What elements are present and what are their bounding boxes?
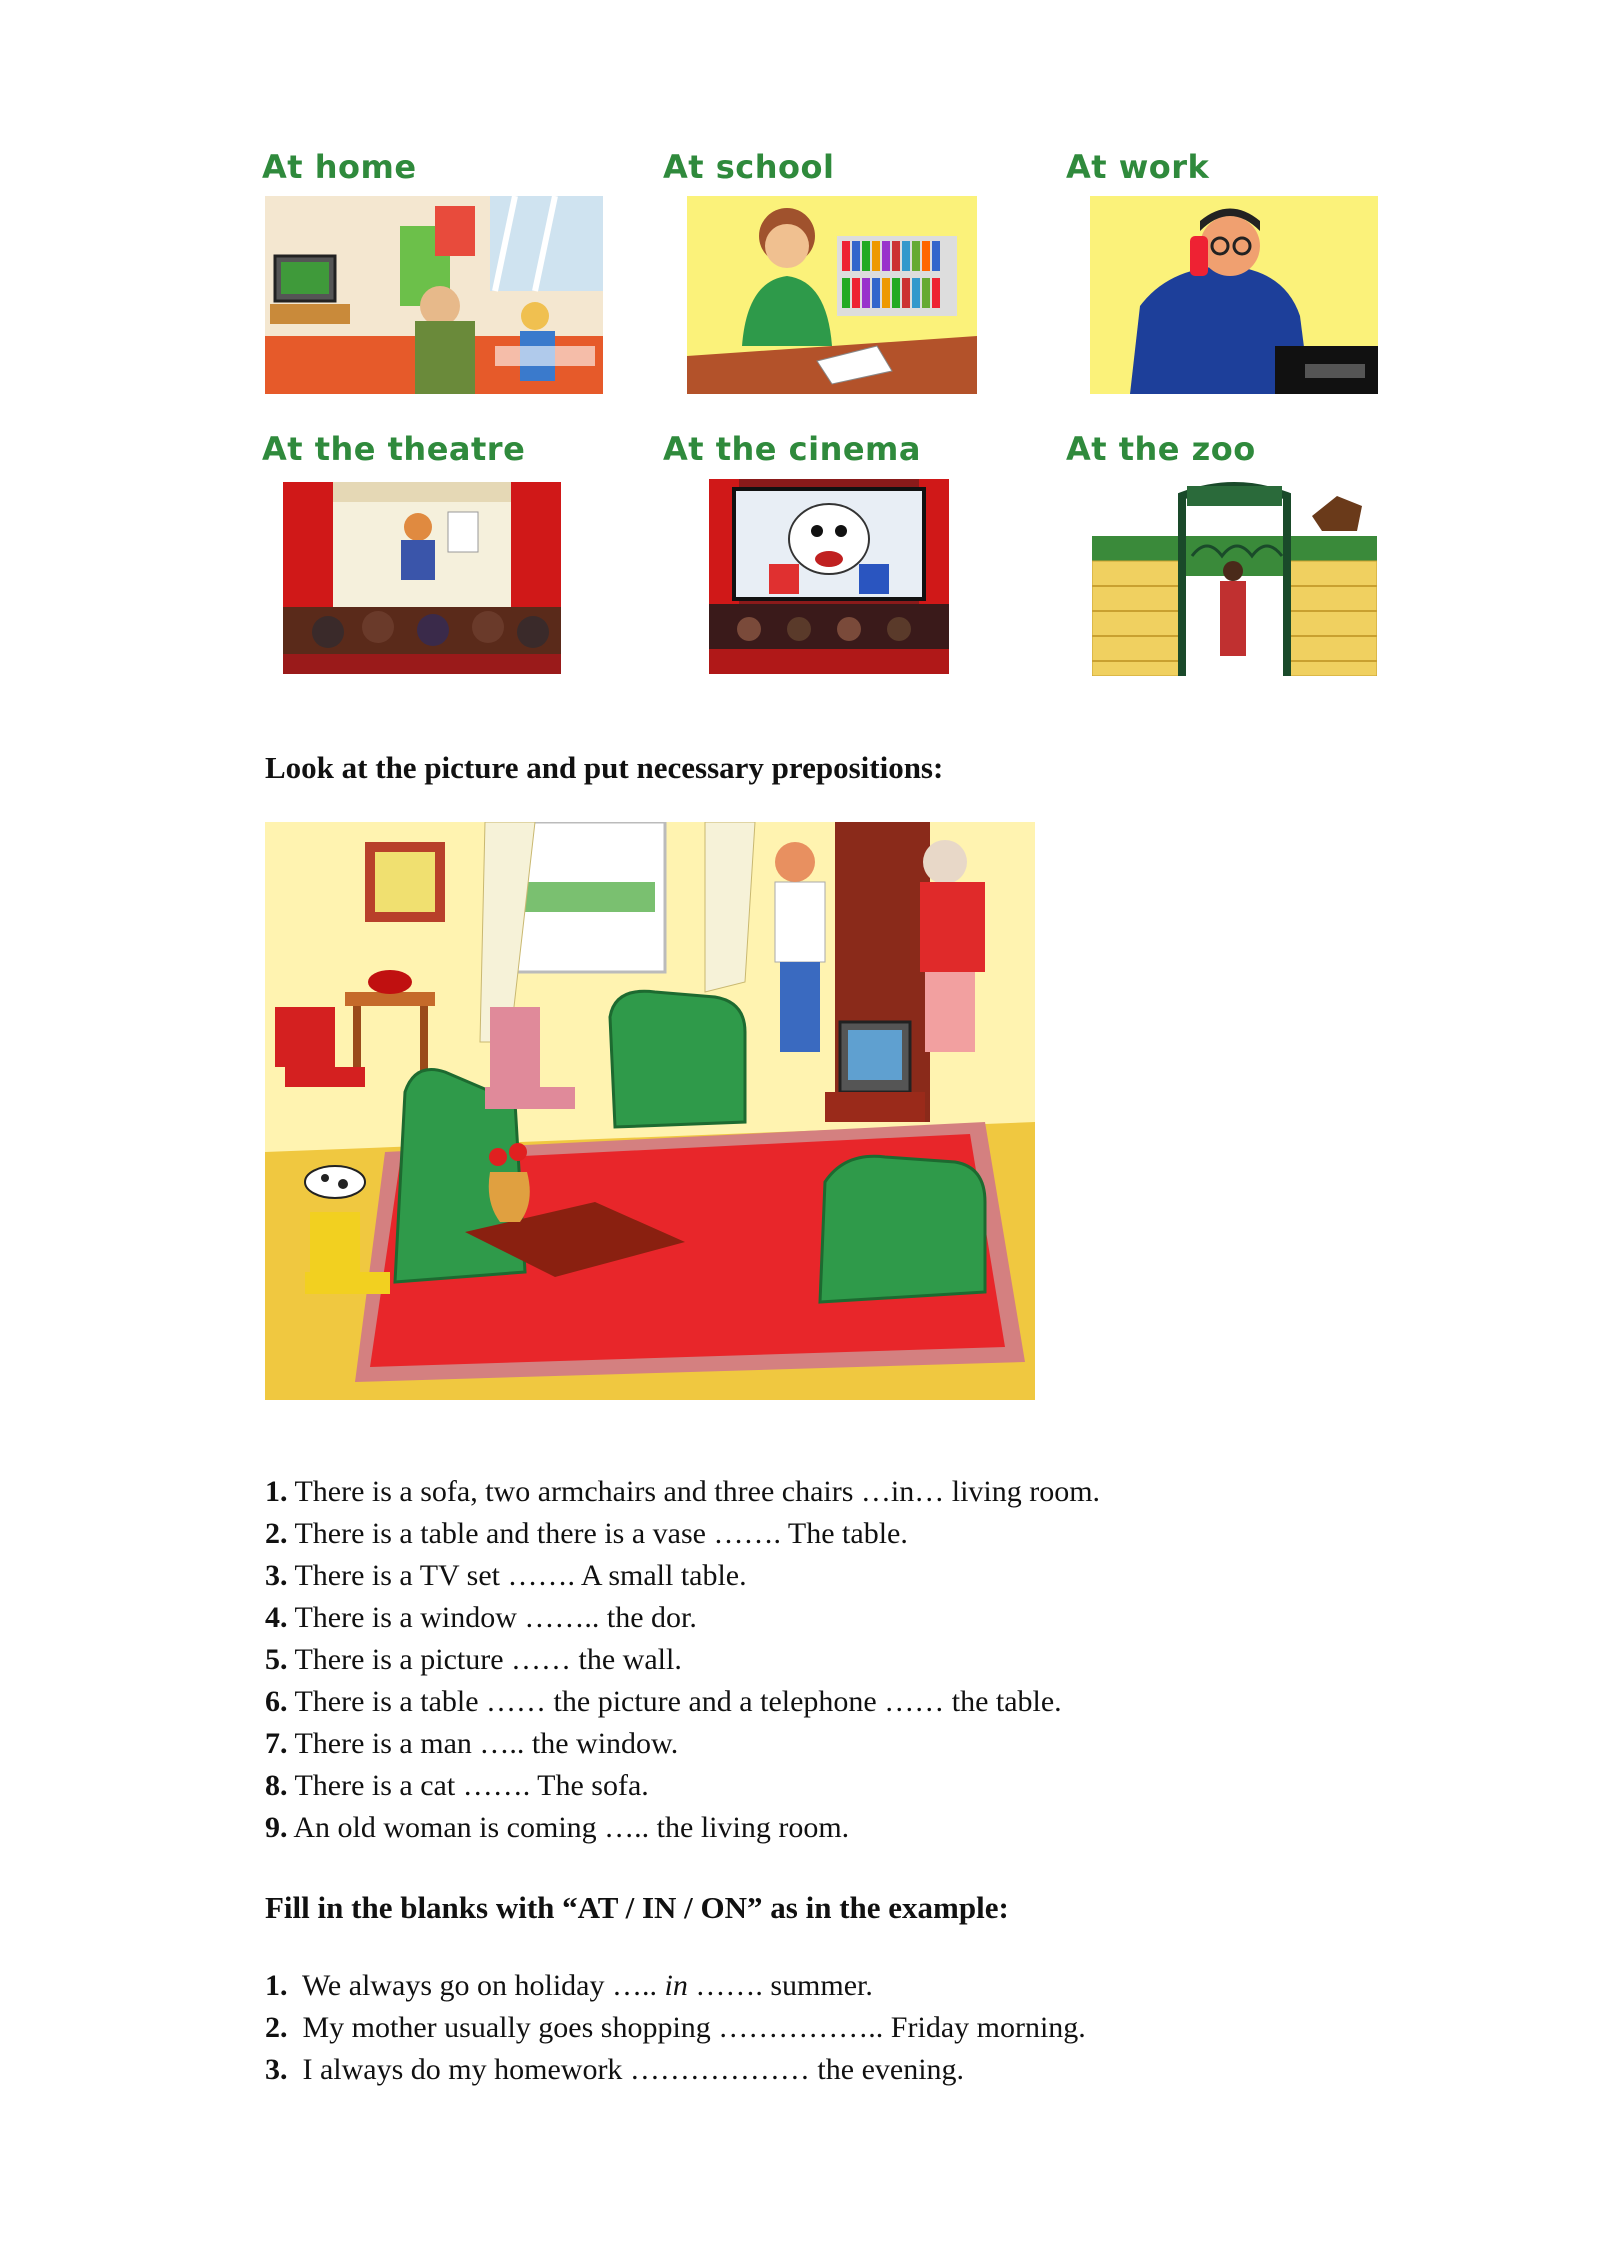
list-item [265, 1597, 1100, 1639]
caption-at-the-theatre: At the theatre [262, 430, 526, 468]
item-number: 8. [265, 1769, 288, 1802]
caption-at-home: At home [262, 148, 417, 186]
list-item [265, 1965, 1086, 2007]
list-item [265, 2049, 1086, 2091]
caption-at-the-cinema: At the cinema [663, 430, 921, 468]
list-item [265, 1555, 1100, 1597]
school-scene-icon [687, 196, 977, 394]
list-item [265, 1639, 1100, 1681]
item-text: There is a table and there is a vase ……. The table. [294, 1517, 908, 1550]
item-text: There is a picture …… the wall. [294, 1643, 682, 1676]
zoo-scene-icon [1092, 476, 1377, 676]
item-number: 5. [265, 1643, 288, 1676]
item-number: 2. [265, 2011, 288, 2044]
item-text-before: My mother usually goes shopping …………….. Friday morning. [302, 2011, 1086, 2044]
item-text-before: I always do my homework ……………… the evening. [302, 2053, 965, 2086]
item-text: There is a cat ……. The sofa. [294, 1769, 649, 1802]
living-room-picture [265, 822, 1035, 1400]
list-item [265, 1513, 1100, 1555]
list-item [265, 2007, 1086, 2049]
item-text: An old woman is coming ….. the living room. [293, 1811, 850, 1844]
item-text-before: We always go on holiday ….. [301, 1969, 665, 2002]
list-item [265, 1723, 1100, 1765]
item-text: There is a TV set ……. A small table. [294, 1559, 747, 1592]
section1-list [265, 1471, 1100, 1849]
item-text: There is a table …… the picture and a telephone …… the table. [294, 1685, 1062, 1718]
item-number: 3. [265, 1559, 288, 1592]
item-number: 9. [265, 1811, 288, 1844]
section2-list [265, 1965, 1086, 2091]
list-item [265, 1807, 1100, 1849]
section2-heading: Fill in the blanks with “AT / IN / ON” as in the example: [265, 1890, 1009, 1925]
example-answer: in [664, 1969, 688, 2002]
item-number: 4. [265, 1601, 288, 1634]
item-number: 7. [265, 1727, 288, 1760]
list-item [265, 1681, 1100, 1723]
item-number: 1. [265, 1969, 288, 2002]
list-item [265, 1471, 1100, 1513]
caption-at-school: At school [663, 148, 835, 186]
theatre-scene-icon [283, 482, 561, 674]
item-number: 2. [265, 1517, 288, 1550]
item-text: There is a man ….. the window. [294, 1727, 679, 1760]
item-number: 1. [265, 1475, 288, 1508]
item-number: 3. [265, 2053, 288, 2086]
item-number: 6. [265, 1685, 288, 1718]
item-text-after: ……. summer. [687, 1969, 873, 2002]
item-text: There is a window …….. the dor. [294, 1601, 697, 1634]
home-scene-icon [265, 196, 603, 394]
list-item [265, 1765, 1100, 1807]
work-scene-icon [1090, 196, 1378, 394]
caption-at-work: At work [1066, 148, 1210, 186]
caption-at-the-zoo: At the zoo [1066, 430, 1256, 468]
section1-heading: Look at the picture and put necessary prepositions: [265, 750, 944, 785]
item-text: There is a sofa, two armchairs and three chairs …in… living room. [294, 1475, 1101, 1508]
cinema-scene-icon [709, 479, 949, 674]
